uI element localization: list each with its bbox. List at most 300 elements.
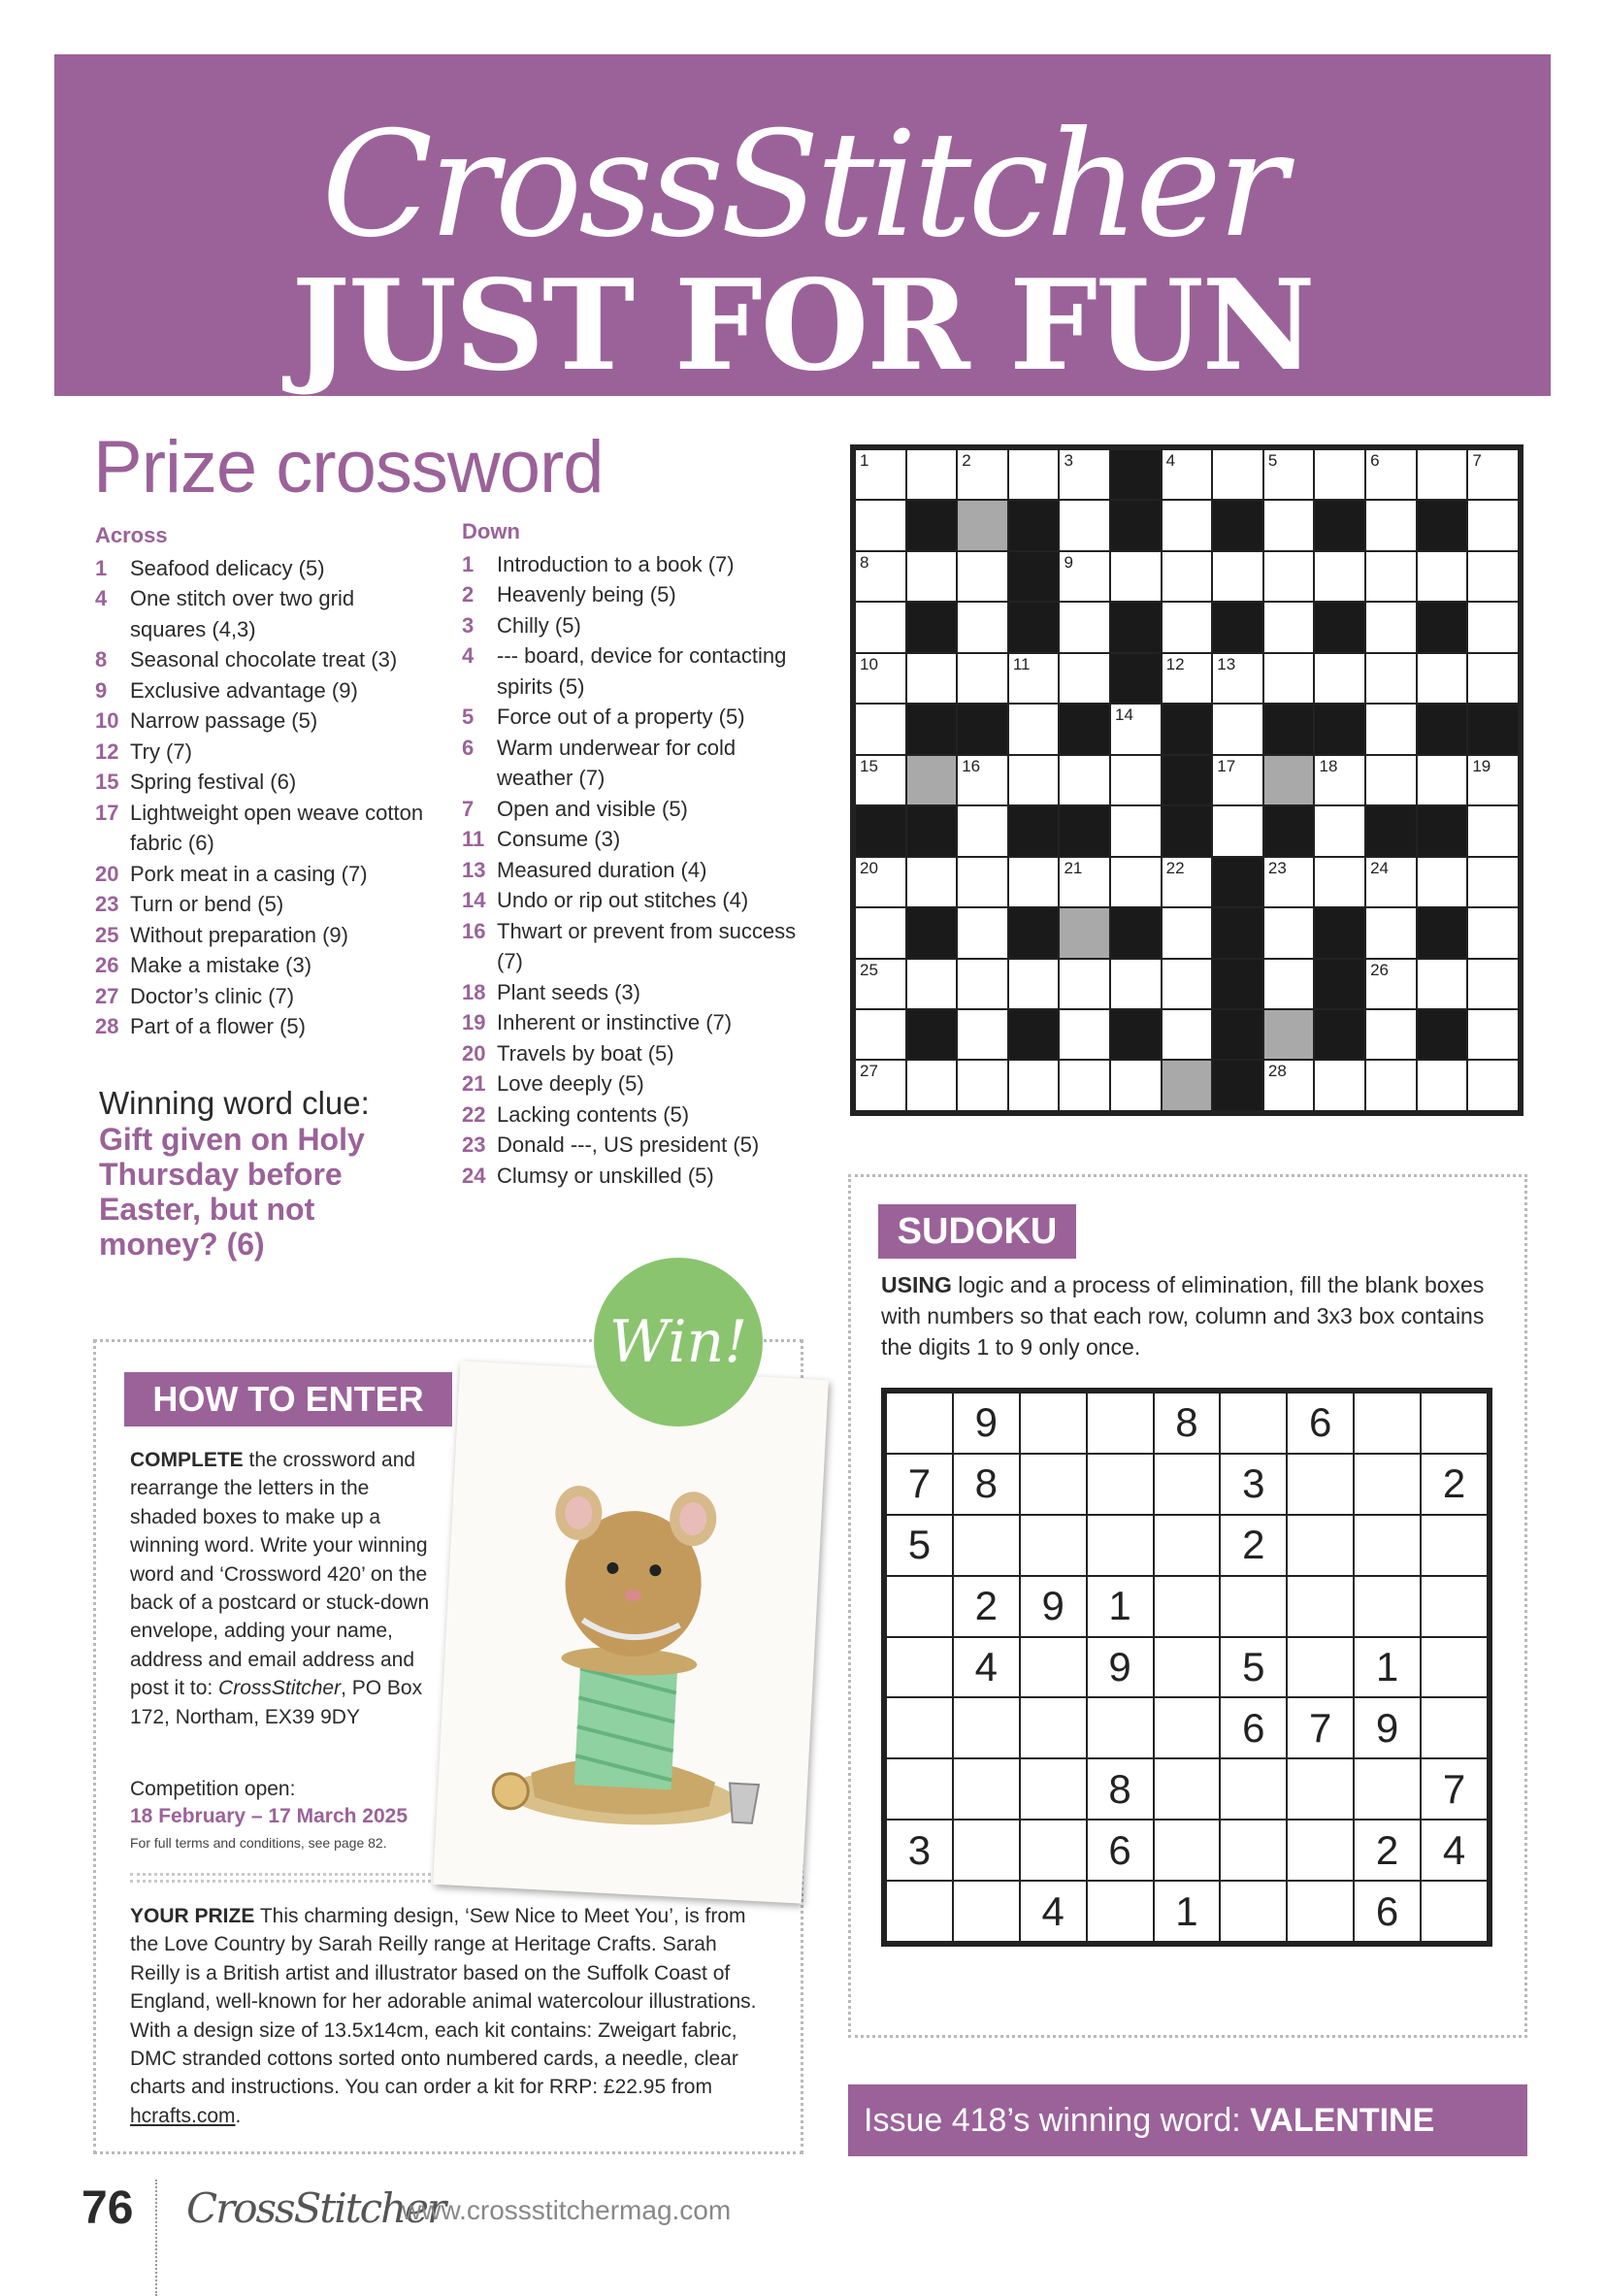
sudoku-instructions <box>881 1269 1502 1362</box>
black-cell <box>957 704 1008 754</box>
cell-number: 16 <box>962 756 981 775</box>
crossword-cell[interactable] <box>1467 1060 1519 1111</box>
clue-text: Narrow passage (5) <box>130 708 318 733</box>
competition-open-dates: 18 February – 17 March 2025 <box>130 1805 409 1827</box>
crossword-cell[interactable] <box>1059 449 1110 500</box>
crossword-cell[interactable] <box>1314 857 1365 907</box>
sudoku-cell[interactable] <box>1154 1454 1221 1515</box>
sudoku-cell[interactable] <box>1020 1758 1087 1820</box>
black-cell <box>1417 602 1468 652</box>
crossword-cell[interactable] <box>855 1060 906 1111</box>
crossword-cell[interactable] <box>1365 1009 1417 1060</box>
sudoku-cell: 1 <box>1087 1576 1154 1637</box>
sudoku-cell[interactable] <box>1020 1454 1087 1515</box>
crossword-cell[interactable] <box>1365 907 1417 958</box>
crossword-cell[interactable] <box>957 959 1008 1009</box>
crossword-cell[interactable] <box>855 602 906 652</box>
crossword-cell[interactable] <box>1263 959 1315 1009</box>
clue-item <box>95 644 425 675</box>
crossword-cell[interactable] <box>1212 704 1263 754</box>
crossword-cell[interactable] <box>1212 805 1263 856</box>
crossword-cell[interactable] <box>906 653 958 704</box>
sudoku-cell[interactable] <box>1154 1576 1221 1637</box>
black-cell <box>1467 704 1519 754</box>
black-cell <box>1212 500 1263 550</box>
crossword-cell[interactable] <box>1162 857 1213 907</box>
crossword-cell[interactable] <box>1212 449 1263 500</box>
clue-text: Plant seeds (3) <box>497 979 640 1004</box>
clue-text: Make a mistake (3) <box>130 953 312 977</box>
crossword-cell[interactable] <box>1212 551 1263 602</box>
sudoku-cell: 6 <box>1087 1820 1154 1881</box>
clue-text: Seasonal chocolate treat (3) <box>130 647 398 672</box>
sudoku-cell[interactable] <box>886 1881 953 1942</box>
cell-number: 4 <box>1165 451 1176 470</box>
sudoku-cell[interactable] <box>1154 1515 1221 1576</box>
entry-magazine: CrossStitcher <box>218 1677 342 1700</box>
sudoku-cell[interactable] <box>1354 1454 1421 1515</box>
clue-item <box>95 920 425 951</box>
black-cell <box>1417 805 1468 856</box>
black-cell <box>1417 500 1468 550</box>
sudoku-cell[interactable] <box>1354 1515 1421 1576</box>
clue-item <box>462 916 802 977</box>
sudoku-cell: 7 <box>886 1454 953 1515</box>
sudoku-cell[interactable] <box>1287 1576 1354 1637</box>
black-cell <box>1263 704 1315 754</box>
clue-item <box>462 702 802 733</box>
clue-number: 16 <box>462 918 486 943</box>
clue-number: 20 <box>462 1040 486 1066</box>
sudoku-cell[interactable] <box>1287 1881 1354 1942</box>
shaded-cell[interactable] <box>1263 755 1315 805</box>
clue-item <box>95 859 425 890</box>
black-cell <box>1110 653 1162 704</box>
crossword-cell[interactable] <box>1162 500 1213 550</box>
black-cell <box>1212 602 1263 652</box>
crossword-cell[interactable] <box>1417 857 1468 907</box>
crossword-cell[interactable] <box>855 653 906 704</box>
clue-number: 17 <box>95 800 119 825</box>
crossword-cell[interactable] <box>906 857 958 907</box>
crossword-cell[interactable] <box>957 805 1008 856</box>
sudoku-cell[interactable] <box>1287 1637 1354 1698</box>
crossword-cell[interactable] <box>906 551 958 602</box>
sudoku-cell: 6 <box>1354 1881 1421 1942</box>
crossword-cell[interactable] <box>1008 653 1060 704</box>
crossword-cell[interactable] <box>1263 500 1315 550</box>
crossword-cell[interactable] <box>1365 755 1417 805</box>
sudoku-cell[interactable] <box>1020 1393 1087 1454</box>
clue-number: 21 <box>462 1071 486 1096</box>
crossword-cell[interactable] <box>1008 857 1060 907</box>
crossword-cell[interactable] <box>1365 500 1417 550</box>
crossword-cell[interactable] <box>1365 959 1417 1009</box>
sudoku-cell[interactable] <box>1287 1758 1354 1820</box>
cell-number: 5 <box>1267 451 1278 470</box>
sudoku-cell[interactable] <box>1087 1515 1154 1576</box>
crossword-cell[interactable] <box>1162 959 1213 1009</box>
shaded-cell[interactable] <box>1263 1009 1315 1060</box>
crossword-cell[interactable] <box>1008 449 1060 500</box>
sudoku-cell[interactable] <box>1287 1515 1354 1576</box>
sudoku-cell: 6 <box>1220 1697 1287 1758</box>
sudoku-cell: 6 <box>1287 1393 1354 1454</box>
crossword-cell[interactable] <box>1059 551 1110 602</box>
clue-item <box>95 675 425 706</box>
clue-text: Love deeply (5) <box>497 1071 644 1096</box>
sudoku-grid <box>881 1388 1492 1947</box>
sudoku-cell[interactable] <box>1154 1697 1221 1758</box>
crossword-cell[interactable] <box>1263 1060 1315 1111</box>
crossword-cell[interactable] <box>1059 653 1110 704</box>
sudoku-cell[interactable] <box>1220 1576 1287 1637</box>
crossword-cell[interactable] <box>1059 1060 1110 1111</box>
sudoku-cell[interactable] <box>1421 1697 1488 1758</box>
clue-number: 11 <box>462 827 485 851</box>
crossword-cell[interactable] <box>1059 959 1110 1009</box>
crossword-cell[interactable] <box>1059 500 1110 550</box>
entry-instructions <box>130 1446 433 1731</box>
crossword-cell[interactable] <box>1467 907 1519 958</box>
clue-number: 14 <box>462 888 486 912</box>
sudoku-cell[interactable] <box>886 1758 953 1820</box>
crossword-cell[interactable] <box>1365 704 1417 754</box>
sudoku-cell[interactable] <box>1154 1820 1221 1881</box>
cell-number: 15 <box>860 756 878 775</box>
black-cell <box>1417 704 1468 754</box>
sudoku-cell: 7 <box>1421 1758 1488 1820</box>
shaded-cell[interactable] <box>1162 1060 1213 1111</box>
shaded-cell[interactable] <box>957 500 1008 550</box>
down-heading: Down <box>462 519 520 543</box>
cell-number: 28 <box>1267 1062 1287 1081</box>
crossword-cell[interactable] <box>1467 755 1519 805</box>
crossword-cell[interactable] <box>1314 449 1365 500</box>
crossword-cell[interactable] <box>1110 755 1162 805</box>
sudoku-cell[interactable] <box>953 1881 1020 1942</box>
crossword-cell[interactable] <box>1162 653 1213 704</box>
clue-text: Consume (3) <box>497 827 621 851</box>
crossword-cell[interactable] <box>1314 805 1365 856</box>
sudoku-cell: 2 <box>1220 1515 1287 1576</box>
crossword-cell[interactable] <box>855 449 906 500</box>
sudoku-cell[interactable] <box>1421 1515 1488 1576</box>
black-cell <box>906 1009 958 1060</box>
crossword-cell[interactable] <box>1162 907 1213 958</box>
sudoku-cell[interactable] <box>886 1576 953 1637</box>
crossword-cell[interactable] <box>1008 1060 1060 1111</box>
clue-item <box>462 794 802 825</box>
sudoku-cell: 3 <box>1220 1454 1287 1515</box>
sudoku-cell[interactable] <box>1354 1758 1421 1820</box>
black-cell <box>1212 1060 1263 1111</box>
sudoku-cell: 7 <box>1287 1697 1354 1758</box>
entry-address: , PO Box 172, Northam, EX39 9DY <box>130 1677 423 1728</box>
winning-word-label: Winning word clue: <box>99 1085 370 1121</box>
crossword-cell[interactable] <box>1212 653 1263 704</box>
sudoku-cell: 4 <box>953 1637 1020 1698</box>
crossword-cell[interactable] <box>855 1009 906 1060</box>
crossword-cell[interactable] <box>1467 551 1519 602</box>
previous-winning-word <box>848 2084 1527 2156</box>
crossword-cell[interactable] <box>957 907 1008 958</box>
clue-text: Exclusive advantage (9) <box>130 677 358 703</box>
crossword-cell[interactable] <box>1162 449 1213 500</box>
clue-item <box>95 737 425 768</box>
crossword-cell[interactable] <box>957 449 1008 500</box>
crossword-cell[interactable] <box>1314 653 1365 704</box>
crossword-cell[interactable] <box>1162 1009 1213 1060</box>
black-cell <box>1314 602 1365 652</box>
sudoku-heading: SUDOKU <box>878 1204 1076 1259</box>
crossword-cell[interactable] <box>1417 653 1468 704</box>
across-clues <box>95 520 425 1042</box>
clue-item <box>95 705 425 737</box>
crossword-cell[interactable] <box>1417 959 1468 1009</box>
cell-number: 9 <box>1064 552 1073 572</box>
clue-item <box>95 981 425 1012</box>
clue-number: 25 <box>95 922 119 947</box>
crossword-cell[interactable] <box>1008 959 1060 1009</box>
black-cell <box>906 704 958 754</box>
sudoku-cell[interactable] <box>1421 1576 1488 1637</box>
crossword-cell[interactable] <box>1417 1060 1468 1111</box>
crossword-cell[interactable] <box>1110 704 1162 754</box>
clue-text: Travels by boat (5) <box>497 1040 674 1066</box>
crossword-cell[interactable] <box>1467 805 1519 856</box>
sudoku-cell[interactable] <box>1421 1881 1488 1942</box>
clue-text: Part of a flower (5) <box>130 1014 306 1038</box>
crossword-cell[interactable] <box>1365 551 1417 602</box>
sudoku-cell: 9 <box>953 1393 1020 1454</box>
sudoku-cell[interactable] <box>1220 1820 1287 1881</box>
clue-item <box>462 579 802 610</box>
crossword-cell[interactable] <box>855 704 906 754</box>
crossword-cell[interactable] <box>1467 653 1519 704</box>
down-clues <box>462 516 802 1191</box>
crossword-cell[interactable] <box>855 907 906 958</box>
clue-number: 22 <box>462 1101 486 1127</box>
crossword-cell[interactable] <box>957 857 1008 907</box>
crossword-cell[interactable] <box>1467 449 1519 500</box>
crossword-cell[interactable] <box>1162 551 1213 602</box>
crossword-cell[interactable] <box>855 500 906 550</box>
competition-open-label: Competition open: <box>130 1778 296 1800</box>
crossword-cell[interactable] <box>906 959 958 1009</box>
footer-separator <box>155 2180 157 2296</box>
sudoku-cell[interactable] <box>886 1393 953 1454</box>
crossword-cell[interactable] <box>1263 449 1315 500</box>
crossword-cell[interactable] <box>1467 857 1519 907</box>
black-cell <box>1008 1009 1060 1060</box>
sudoku-cell[interactable] <box>1020 1515 1087 1576</box>
crossword-cell[interactable] <box>1110 805 1162 856</box>
sudoku-cell[interactable] <box>1020 1637 1087 1698</box>
crossword-cell[interactable] <box>1059 857 1110 907</box>
clue-text: Lightweight open weave cotton fabric (6) <box>130 800 424 855</box>
crossword-cell[interactable] <box>855 551 906 602</box>
crossword-cell[interactable] <box>855 959 906 1009</box>
crossword-title: Prize crossword <box>93 426 604 508</box>
cell-number: 24 <box>1370 858 1390 877</box>
clue-number: 5 <box>462 705 475 729</box>
sudoku-cell[interactable] <box>1154 1758 1221 1820</box>
crossword-cell[interactable] <box>1263 653 1315 704</box>
crossword-cell[interactable] <box>957 755 1008 805</box>
crossword-cell[interactable] <box>1467 602 1519 652</box>
prize-description <box>130 1902 770 2130</box>
cell-number: 20 <box>860 858 878 877</box>
sudoku-cell[interactable] <box>1154 1637 1221 1698</box>
sudoku-cell[interactable] <box>1220 1393 1287 1454</box>
crossword-cell[interactable] <box>855 755 906 805</box>
crossword-cell[interactable] <box>1212 755 1263 805</box>
sudoku-cell: 2 <box>953 1576 1020 1637</box>
cell-number: 18 <box>1319 756 1338 775</box>
sudoku-cell[interactable] <box>1087 1881 1154 1942</box>
crossword-cell[interactable] <box>1467 500 1519 550</box>
cell-number: 2 <box>962 451 971 470</box>
sudoku-cell[interactable] <box>1020 1697 1087 1758</box>
sudoku-cell[interactable] <box>1354 1393 1421 1454</box>
black-cell <box>1110 1009 1162 1060</box>
crossword-cell[interactable] <box>1365 857 1417 907</box>
black-cell <box>1212 857 1263 907</box>
crossword-cell[interactable] <box>1467 959 1519 1009</box>
sudoku-cell[interactable] <box>1421 1637 1488 1698</box>
sudoku-cell[interactable] <box>953 1820 1020 1881</box>
crossword-cell[interactable] <box>1365 1060 1417 1111</box>
crossword-cell[interactable] <box>1263 857 1315 907</box>
clue-number: 3 <box>462 612 475 638</box>
crossword-cell[interactable] <box>1263 907 1315 958</box>
crossword-cell[interactable] <box>957 551 1008 602</box>
crossword-cell[interactable] <box>1110 551 1162 602</box>
black-cell <box>1162 755 1213 805</box>
clue-number: 8 <box>95 647 108 672</box>
cell-number: 25 <box>860 960 878 979</box>
clue-number: 10 <box>95 708 119 733</box>
clue-text: Thwart or prevent from success (7) <box>497 918 797 973</box>
sudoku-cell[interactable] <box>1287 1820 1354 1881</box>
clue-item <box>462 1099 802 1131</box>
sudoku-cell[interactable] <box>1287 1454 1354 1515</box>
crossword-cell[interactable] <box>1110 959 1162 1009</box>
sudoku-cell[interactable] <box>886 1697 953 1758</box>
crossword-cell[interactable] <box>1162 602 1213 652</box>
clue-text: Warm underwear for cold weather (7) <box>497 735 737 790</box>
sudoku-cell: 4 <box>1421 1820 1488 1881</box>
black-cell <box>1162 805 1213 856</box>
crossword-cell[interactable] <box>1110 857 1162 907</box>
crossword-cell[interactable] <box>957 1060 1008 1111</box>
crossword-cell[interactable] <box>906 1060 958 1111</box>
sudoku-cell[interactable] <box>1087 1454 1154 1515</box>
sudoku-cell[interactable] <box>953 1697 1020 1758</box>
clue-item <box>95 798 425 859</box>
black-cell <box>1008 907 1060 958</box>
sudoku-cell: 8 <box>1154 1393 1221 1454</box>
black-cell <box>1110 907 1162 958</box>
crossword-cell[interactable] <box>1417 449 1468 500</box>
crossword-cell[interactable] <box>1263 551 1315 602</box>
crossword-cell[interactable] <box>1365 449 1417 500</box>
crossword-cell[interactable] <box>1314 551 1365 602</box>
crossword-cell[interactable] <box>957 653 1008 704</box>
sudoku-cell[interactable] <box>1087 1393 1154 1454</box>
clue-item <box>462 733 802 794</box>
sudoku-cell[interactable] <box>1220 1881 1287 1942</box>
clue-number: 26 <box>95 953 119 977</box>
prize-lead: YOUR PRIZE <box>130 1905 255 1927</box>
crossword-cell[interactable] <box>906 449 958 500</box>
clue-item <box>462 885 802 916</box>
shaded-cell[interactable] <box>906 755 958 805</box>
crossword-cell[interactable] <box>855 857 906 907</box>
sudoku-cell[interactable] <box>953 1515 1020 1576</box>
cell-number: 8 <box>860 552 869 572</box>
clue-text: Chilly (5) <box>497 612 581 638</box>
crossword-cell[interactable] <box>1365 653 1417 704</box>
prize-text: This charming design, ‘Sew Nice to Meet You’, is from the Love Country by Sarah Reilly range at Heritage Crafts. Sarah Reilly is a British artist and illustrator based on the Suffolk Coast of England, well-known for her adorable animal watercolour illustrations. With a design size of 13.5x14cm, each kit contains: Zweigart fabric, DMC stranded cottons sorted onto numbered cards, a needle, clear charts and instructions. You can order a kit for RRP: £22.95 from <box>130 1905 757 2099</box>
sudoku-cell[interactable] <box>1220 1758 1287 1820</box>
clue-text: Doctor’s clinic (7) <box>130 983 295 1008</box>
clue-item <box>462 977 802 1008</box>
black-cell <box>1314 500 1365 550</box>
cell-number: 3 <box>1064 451 1073 470</box>
black-cell <box>1059 805 1110 856</box>
cell-number: 11 <box>1012 654 1031 673</box>
sudoku-cell[interactable] <box>1087 1697 1154 1758</box>
crossword-cell[interactable] <box>1467 1009 1519 1060</box>
crossword-cell[interactable] <box>1365 602 1417 652</box>
black-cell <box>1212 959 1263 1009</box>
header-banner <box>54 54 1551 399</box>
crossword-cell[interactable] <box>1417 755 1468 805</box>
magazine-logo: CrossStitcher <box>321 101 1284 270</box>
black-cell <box>1314 959 1365 1009</box>
crossword-cell[interactable] <box>1417 551 1468 602</box>
crossword-cell[interactable] <box>1059 602 1110 652</box>
crossword-cell[interactable] <box>1263 602 1315 652</box>
sudoku-cell: 9 <box>1087 1637 1154 1698</box>
crossword-cell[interactable] <box>957 1009 1008 1060</box>
sudoku-cell[interactable] <box>886 1637 953 1698</box>
crossword-cell[interactable] <box>1008 755 1060 805</box>
sudoku-cell[interactable] <box>1354 1576 1421 1637</box>
prize-link[interactable]: hcrafts.com <box>130 2104 236 2127</box>
crossword-cell[interactable] <box>1314 1060 1365 1111</box>
black-cell <box>1110 602 1162 652</box>
sudoku-cell[interactable] <box>953 1758 1020 1820</box>
cell-number: 14 <box>1115 705 1133 725</box>
crossword-cell[interactable] <box>1314 755 1365 805</box>
sudoku-cell[interactable] <box>1421 1393 1488 1454</box>
crossword-cell[interactable] <box>1110 1060 1162 1111</box>
clue-text: --- board, device for contacting spirits (5) <box>497 643 787 699</box>
clue-text: Measured duration (4) <box>497 857 707 882</box>
shaded-cell[interactable] <box>1059 907 1110 958</box>
crossword-cell[interactable] <box>957 602 1008 652</box>
sudoku-cell[interactable] <box>1020 1820 1087 1881</box>
clue-item <box>95 583 425 644</box>
crossword-cell[interactable] <box>1008 704 1060 754</box>
footer-url[interactable]: www.crossstitchermag.com <box>402 2195 732 2225</box>
crossword-cell[interactable] <box>1059 755 1110 805</box>
crossword-cell[interactable] <box>1059 1009 1110 1060</box>
cell-number: 26 <box>1370 960 1390 979</box>
